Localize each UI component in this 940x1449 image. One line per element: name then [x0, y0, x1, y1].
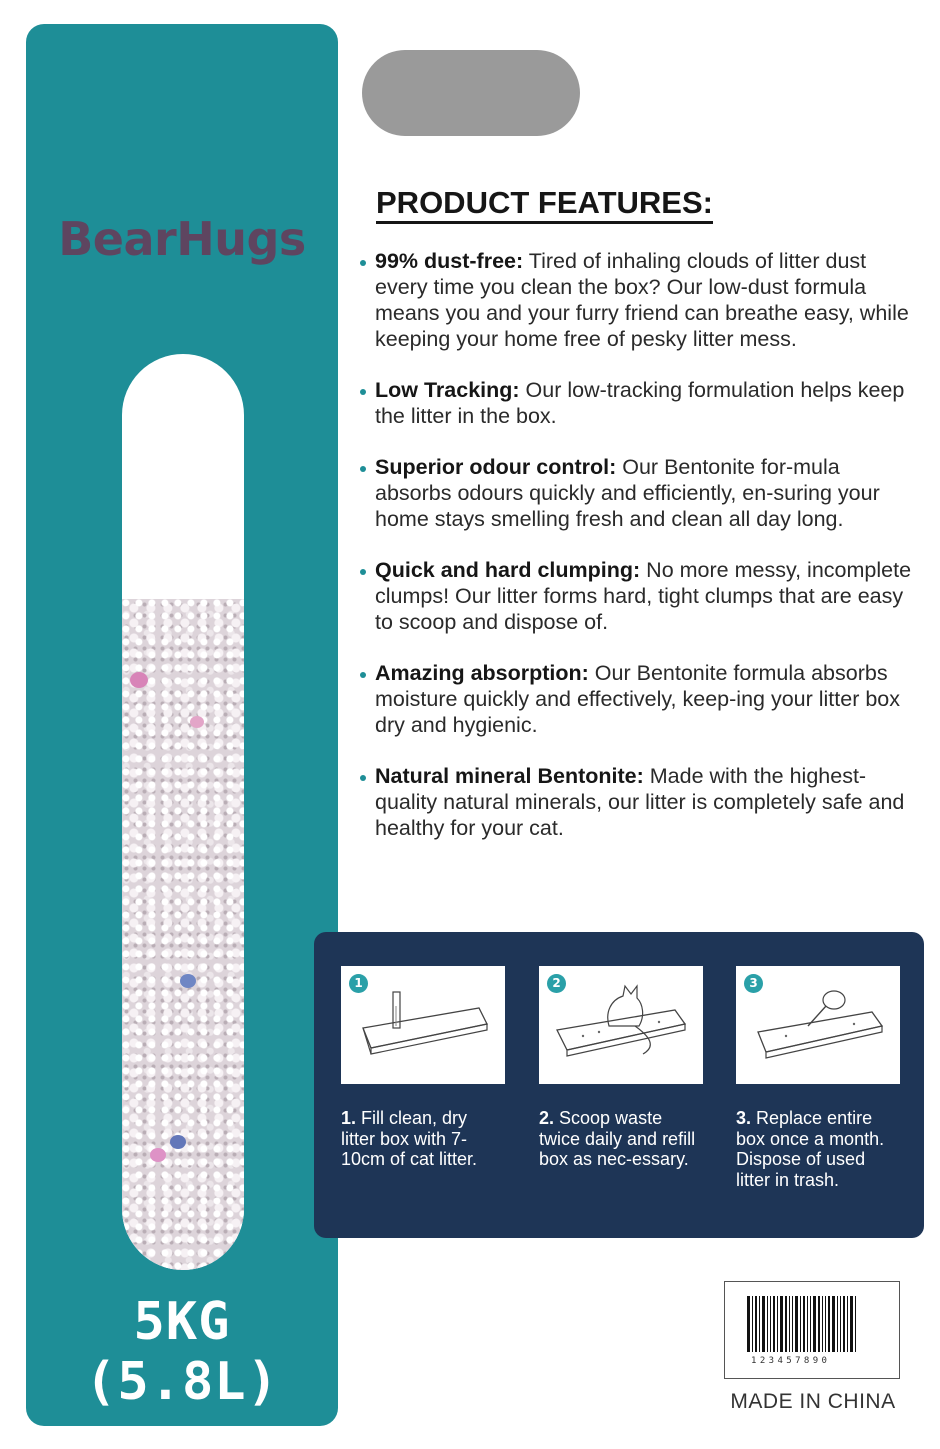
feature-text: Tired of inhaling clouds of litter dust every time you clean the box? Our low-dust formula means you and your furry friend can breathe easy, while keeping your home free of pesky litter mess. [375, 249, 909, 351]
blue-granule [180, 974, 196, 988]
step-description: Scoop waste twice daily and refill box as nec-essary. [539, 1108, 696, 1169]
pink-granule [190, 716, 204, 728]
feature-item [360, 454, 920, 532]
feature-text: Our Bentonite formula absorbs moisture quickly and effectively, keep-ing your litter box dry and hygienic. [375, 661, 901, 737]
bullet-icon [360, 260, 366, 266]
litter-box-fill-illustration [341, 966, 505, 1084]
bullet-icon [360, 466, 366, 472]
feature-item [360, 660, 920, 738]
bullet-icon [360, 775, 366, 781]
feature-lead: Amazing absorption: [375, 661, 589, 685]
step-text [341, 1108, 505, 1170]
feature-text: Made with the highest-quality natural minerals, our litter is completely safe and healthy for your cat. [375, 764, 905, 840]
feature-lead: Quick and hard clumping: [375, 558, 641, 582]
litter-granules-window [122, 599, 244, 1270]
features-list [360, 248, 920, 866]
litter-scoop-illustration [736, 966, 900, 1084]
feature-lead: Low Tracking: [375, 378, 520, 402]
bullet-icon [360, 569, 366, 575]
feature-text: Our Bentonite for-mula absorbs odours quickly and efficiently, en-suring your home stays smelling fresh and clean all day long. [375, 455, 880, 531]
feature-item [360, 248, 920, 352]
step-number: 2. [539, 1108, 555, 1128]
feature-item [360, 763, 920, 841]
features-title: PRODUCT FEATURES: [376, 186, 713, 224]
package-weight [26, 1292, 338, 1412]
usage-step [341, 966, 507, 1170]
blue-granule [170, 1135, 186, 1149]
step-number: 3. [736, 1108, 752, 1128]
feature-text: Our low-tracking formulation helps keep the litter in the box. [375, 378, 905, 428]
origin-label: MADE IN CHINA [730, 1390, 896, 1413]
pink-granule [150, 1148, 166, 1162]
feature-lead: Superior odour control: [375, 455, 617, 479]
barcode-bars [747, 1296, 877, 1352]
feature-text: No more messy, incomplete clumps! Our litter forms hard, tight clumps that are easy to scoop and dispose of. [375, 558, 912, 634]
weight-kg: 5KG [133, 1292, 231, 1352]
barcode-digits: 123457890 [751, 1356, 831, 1366]
step-number: 1. [341, 1108, 357, 1128]
step-description: Replace entire box once a month. Dispose of used litter in trash. [736, 1108, 885, 1190]
feature-item [360, 557, 920, 635]
hang-hole-tab [362, 50, 580, 136]
pink-granule [130, 672, 148, 688]
step-description: Fill clean, dry litter box with 7-10cm of cat litter. [341, 1108, 478, 1169]
usage-steps-panel [314, 932, 924, 1238]
cat-in-litter-box-illustration [539, 966, 703, 1084]
step-number-badge: 2 [547, 974, 566, 993]
usage-step [736, 966, 902, 1190]
barcode [724, 1281, 900, 1379]
litter-window [122, 354, 244, 1270]
bullet-icon [360, 672, 366, 678]
brand-logo: BearHugs [58, 212, 306, 266]
weight-litres: (5.8L) [85, 1352, 279, 1412]
step-number-badge: 3 [744, 974, 763, 993]
usage-step [539, 966, 705, 1170]
step-text [736, 1108, 900, 1190]
bullet-icon [360, 389, 366, 395]
feature-lead: Natural mineral Bentonite: [375, 764, 644, 788]
step-text [539, 1108, 703, 1170]
feature-lead: 99% dust-free: [375, 249, 524, 273]
feature-item [360, 377, 920, 429]
package-front-panel [26, 24, 338, 1426]
step-number-badge: 1 [349, 974, 368, 993]
